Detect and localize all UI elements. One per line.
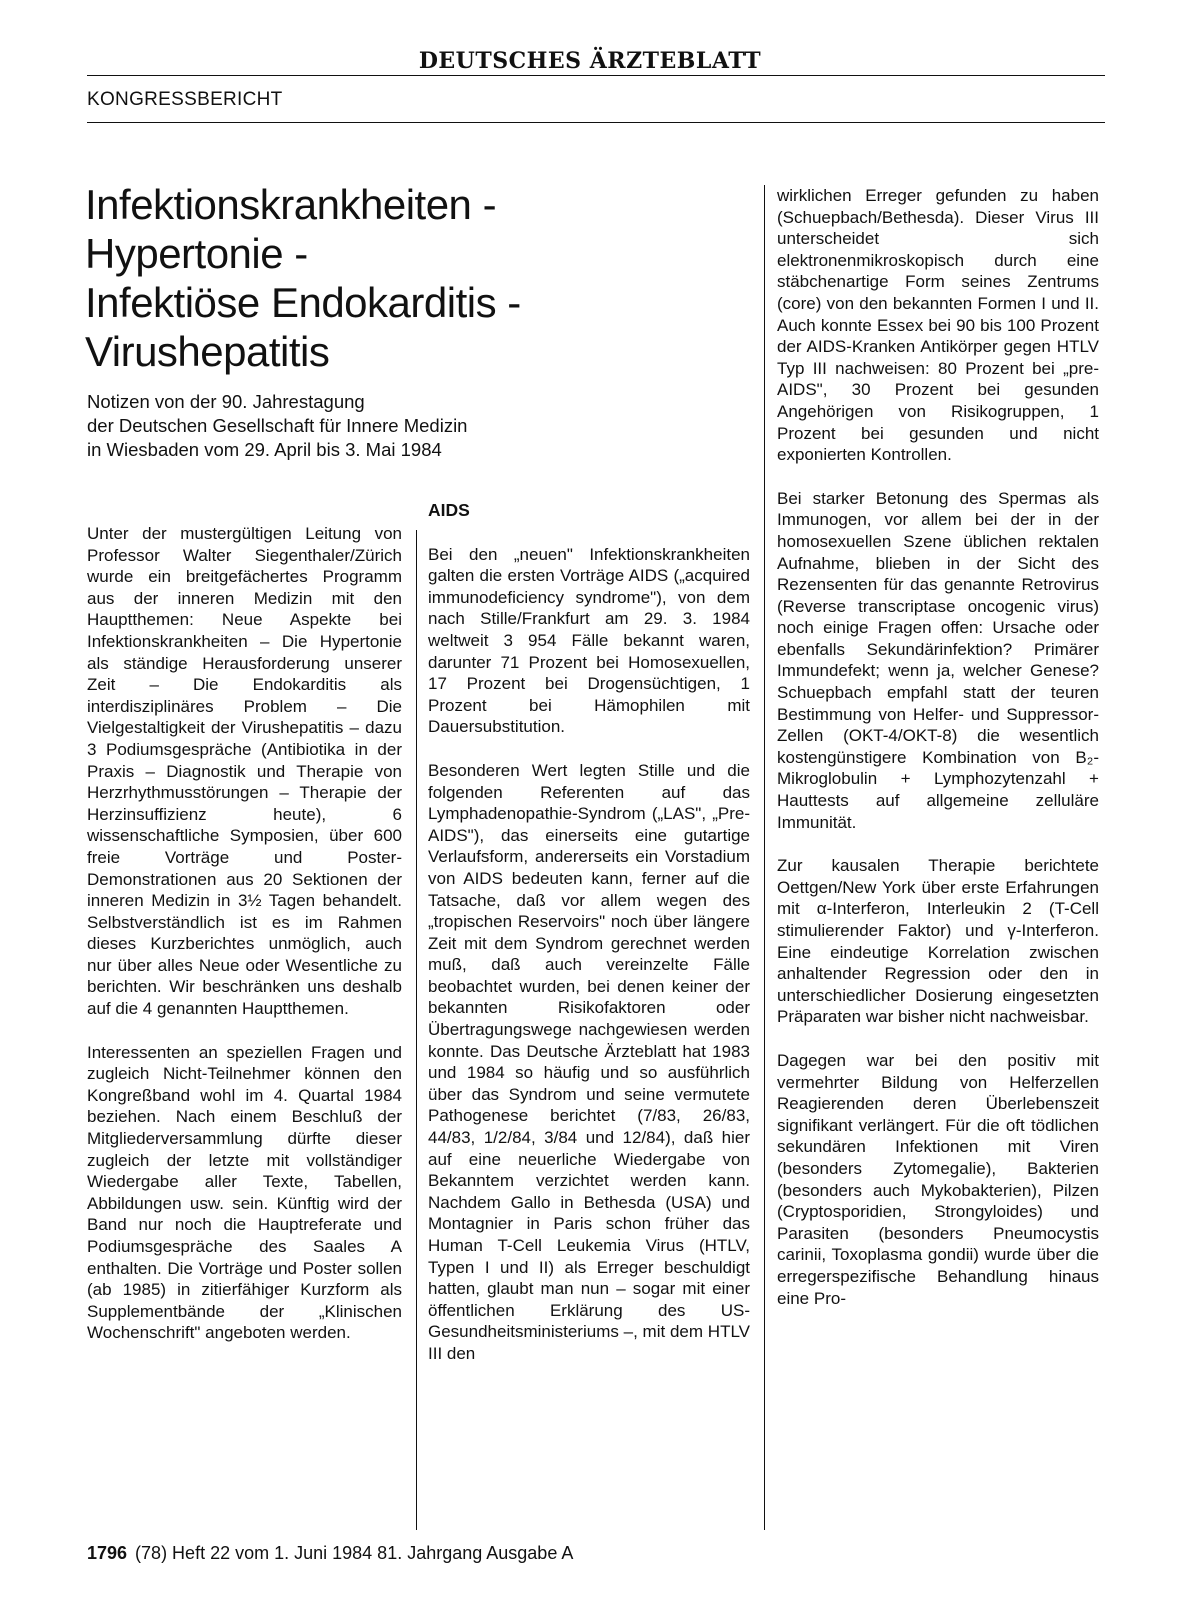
page-number: 1796 (87, 1543, 128, 1563)
paragraph: Dagegen war bei den positiv mit vermehrter Bildung von Helferzellen Reagierenden deren Überlebenszeit signifikant verlängert. Für die oft tödlichen sekundären Infektionen mit Viren (besonders Zytomegalie), Bakterien (besonders auch Mykobakterien), Pilzen (Cryptosporidien, Strongyloides) und Parasiten (besonders Pneumocystis carinii, Toxoplasma gondii) wurde über die erregerspezifische Behandlung hinaus eine Pro- (777, 1050, 1099, 1308)
paragraph: wirklichen Erreger gefunden zu haben (Schuepbach/Bethesda). Dieser Virus III unterscheidet sich elektronenmikroskopisch durch eine stäbchenartige Form seines Zentrums (core) von den bekannten Formen I und II. Auch konnte Essex bei 90 bis 100 Prozent der AIDS-Kranken Antikörper gegen HTLV Typ III nachweisen: 80 Prozent bei „pre-AIDS", 30 Prozent bei gesunden Angehörigen von Risikogruppen, 1 Prozent bei gesunden und nicht exponierten Kontrollen. (777, 186, 1099, 465)
paragraph: Bei starker Betonung des Spermas als Immunogen, vor allem bei der in der homosexuellen Szene üblichen rektalen Aufnahme, blieben in der Sicht des Rezensenten für das genannte Retrovirus (Reverse transcriptase oncogenic virus) noch einige Fragen offen: Ursache oder ebenfalls Sekundärinfektion? Primärer Immundefekt; wenn ja, welcher Genese? Schuepbach empfahl statt der teuren Bestimmung von Helfer- und Suppressor-Zellen (OKT-4/OKT-8) die wesentlich kostengünstigere Kombination von B₂-Mikroglobulin + Lymphozytenzahl + Hauttests auf allgemeine zelluläre Immunität. (777, 488, 1099, 832)
section-label: KONGRESSBERICHT (87, 89, 283, 110)
page-footer (87, 1543, 573, 1564)
section-heading-aids: AIDS (428, 500, 470, 520)
text-column-2 (428, 500, 750, 1365)
article-subtitle (87, 390, 747, 462)
paragraph: Zur kausalen Therapie berichtete Oettgen/New York über erste Erfahrungen mit α-Interferon, Interleukin 2 (T-Cell stimulierender Faktor) und γ-Interferon. Eine eindeutige Korrelation zwischen anhaltender Regression oder den in unterschiedlicher Dosierung eingesetzten Präparaten war bisher nicht nachweisbar. (777, 856, 1099, 1027)
column-divider (416, 530, 417, 1530)
paragraph: Interessenten an speziellen Fragen und zugleich Nicht-Teilnehmer können den Kongreßband wohl im 4. Quartal 1984 beziehen. Nach einem Beschluß der Mitgliederversammlung dürfte dieser zugleich der letzte mit vollständiger Wiedergabe aller Texte, Tabellen, Abbildungen usw. sein. Künftig wird der Band nur noch die Hauptreferate und Podiumsgespräche des Saales A enthalten. Die Vorträge und Poster sollen (ab 1985) in zitierfähiger Kurzform als Supplementbände der „Klinischen Wochenschrift" angeboten werden. (87, 1042, 402, 1343)
subtitle-line: Notizen von der 90. Jahrestagung (87, 391, 365, 412)
article-title (85, 180, 785, 376)
column-divider (764, 185, 765, 1530)
text-column-1 (87, 523, 402, 1344)
subtitle-line: der Deutschen Gesellschaft für Innere Medizin (87, 415, 468, 436)
subtitle-line: in Wiesbaden vom 29. April bis 3. Mai 1984 (87, 439, 442, 460)
title-line: Infektiöse Endokarditis - (85, 279, 521, 326)
title-line: Virushepatitis (85, 328, 330, 375)
masthead: DEUTSCHES ÄRZTEBLATT (418, 48, 762, 74)
header-rule-top (87, 75, 1105, 76)
title-line: Hypertonie - (85, 230, 308, 277)
paragraph: Besonderen Wert legten Stille und die folgenden Referenten auf das Lymphadenopathie-Syndrom („LAS", „Pre-AIDS"), das einerseits eine gutartige Verlaufsform, andererseits ein Vorstadium von AIDS bedeuten kann, ferner auf die Tatsache, daß vor allem wegen des „tropischen Reservoirs" noch über längere Zeit mit dem Syndrom gerechnet werden muß, daß auch vereinzelte Fälle beobachtet wurden, bei denen keiner der bekannten Risikofaktoren oder Übertragungswege nachgewiesen werden konnte. Das Deutsche Ärzteblatt hat 1983 und 1984 so häufig und so ausführlich über das Syndrom und seine vermutete Pathogenese berichtet (7/83, 26/83, 44/83, 1/2/84, 3/84 und 12/84), daß hier auf eine neuerliche Wiedergabe von Bekanntem verzichtet werden kann. Nachdem Gallo in Bethesda (USA) und Montagnier in Paris schon früher das Human T-Cell Leukemia Virus (HTLV, Typen I und II) als Erreger beschuldigt hatten, glaubt man nun – sogar mit einer öffentlichen Erklärung des US-Gesundheitsministeriums –, mit dem HTLV III den (428, 760, 750, 1363)
header-rule-bottom (87, 122, 1105, 123)
text-column-3 (777, 185, 1099, 1309)
paragraph: Unter der mustergültigen Leitung von Professor Walter Siegenthaler/Zürich wurde ein breitgefächertes Programm aus der inneren Medizin mit den Hauptthemen: Neue Aspekte bei Infektionskrankheiten – Die Hypertonie als ständige Herausforderung unserer Zeit – Die Endokarditis als interdisziplinäres Problem – Die Vielgestaltigkeit der Virushepatitis – dazu 3 Podiumsgespräche (Antibiotika in der Praxis – Diagnostik und Therapie von Herzrhythmusstörungen – Therapie der Herzinsuffizienz heute), 6 wissenschaftliche Symposien, über 600 freie Vorträge und Poster-Demonstrationen aus 20 Sektionen der inneren Medizin in 3½ Tagen behandelt. Selbstverständlich ist es im Rahmen dieses Kurzberichtes unmöglich, auch nur über alles Neue oder Wesentliche zu berichten. Wir beschränken uns deshalb auf die 4 genannten Hauptthemen. (87, 524, 402, 1019)
issue-info: (78) Heft 22 vom 1. Juni 1984 81. Jahrgang Ausgabe A (135, 1543, 574, 1563)
title-line: Infektionskrankheiten - (85, 181, 497, 228)
paragraph: Bei den „neuen" Infektionskrankheiten galten die ersten Vorträge AIDS („acquired immunodeficiency syndrome"), von dem nach Stille/Frankfurt am 29. 3. 1984 weltweit 3 954 Fälle bekannt waren, darunter 71 Prozent bei Homosexuellen, 17 Prozent bei Drogensüchtigen, 1 Prozent bei Hämophilen mit Dauersubstitution. (428, 544, 750, 737)
